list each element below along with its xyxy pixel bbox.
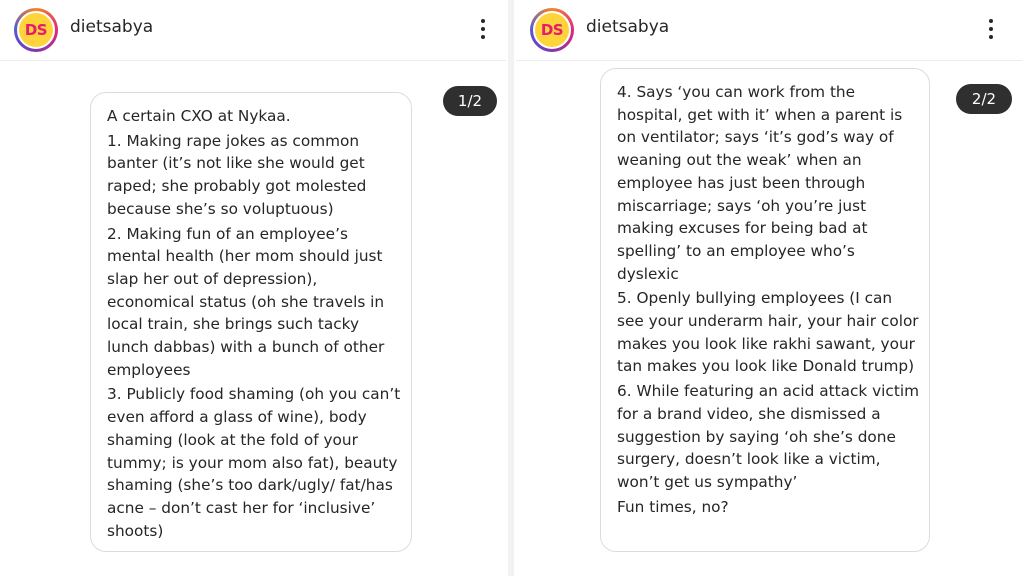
more-options-icon[interactable] (473, 14, 493, 44)
avatar[interactable] (530, 8, 574, 52)
username[interactable]: dietsabya (70, 17, 154, 37)
text-card (90, 92, 412, 552)
post-header (516, 0, 1022, 61)
slide-counter: 1/2 (443, 86, 497, 116)
slide-counter: 2/2 (956, 84, 1012, 114)
avatar-initials: DS (17, 11, 55, 49)
card-paragraph: 3. Publicly food shaming (oh you can’t even afford a glass of wine), body shaming (look at the fold of your tummy; is your mom also fat), beauty shaming (she’s too dark/ugly/ fat/has acne – don’t cast her for ‘inclusive’ shoots) (107, 385, 401, 540)
post-panel-left (0, 0, 506, 576)
text-card (600, 68, 930, 552)
avatar-initials: DS (533, 11, 571, 49)
username[interactable]: dietsabya (586, 17, 670, 37)
post-header (0, 0, 506, 61)
card-paragraph: 4. Says ‘you can work from the hospital, get with it’ when a parent is on ventilator; says ‘it’s god’s way of weaning out the weak’ when an employee has just been through miscarriage; says ‘oh you’re just making excuses for being bad at spelling’ to an employee who’s dyslexic (617, 83, 903, 283)
avatar[interactable] (14, 8, 58, 52)
card-paragraph: 1. Making rape jokes as common banter (it’s not like she would get raped; she probably got molested because she’s so voluptuous) (107, 131, 367, 218)
card-paragraph: 5. Openly bullying employees (I can see your underarm hair, your hair color makes you look like rakhi sawant, your tan makes you look like Donald trump) (617, 289, 919, 376)
card-paragraph: Fun times, no? (617, 497, 729, 516)
panel-divider (508, 0, 514, 576)
card-paragraph: A certain CXO at Nykaa. (107, 107, 291, 125)
card-paragraph: 2. Making fun of an employee’s mental health (her mom should just slap her out of depression), economical status (oh she travels in local train, she brings such tacky lunch dabbas) with a bunch of other employees (107, 224, 385, 379)
more-options-icon[interactable] (981, 14, 1001, 44)
card-paragraph: 6. While featuring an acid attack victim for a brand video, she dismissed a suggestion by saying ‘oh she’s done surgery, doesn’t look like a victim, won’t get us sympathy’ (617, 382, 919, 491)
post-panel-right (516, 0, 1022, 576)
